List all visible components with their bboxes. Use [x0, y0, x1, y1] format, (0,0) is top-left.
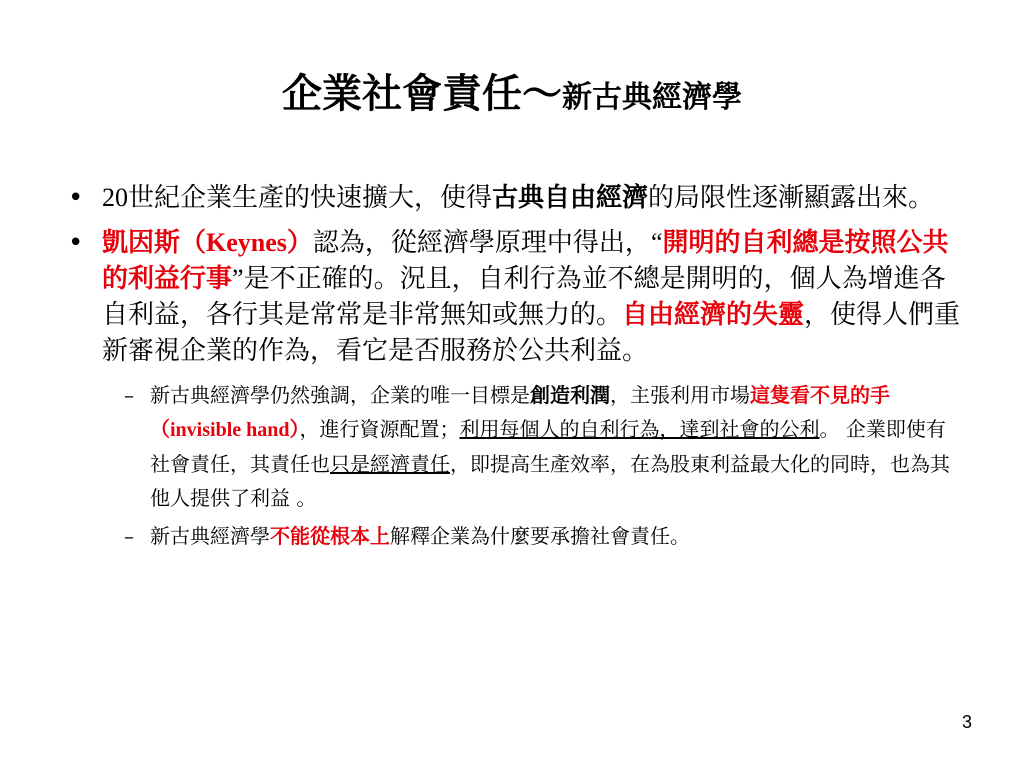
sub-bullet-item [124, 378, 964, 515]
sub-bullet-emphasis-red: 不能從根本上 [270, 524, 390, 548]
page-number: 3 [961, 712, 972, 732]
sub-bullet-underlined: 只是經濟責任 [330, 452, 450, 476]
sub-bullet-text: 解釋企業為什麼要承擔社會責任。 [390, 524, 690, 548]
quote-open: “ [650, 228, 663, 257]
sub-bullet-emphasis-red: ） [289, 417, 300, 441]
sub-bullet-text: 新古典經濟學仍然強調，企業的唯一目標是 [150, 383, 530, 407]
sub-bullet-text: ，進行資源配置； [299, 417, 460, 441]
bullet-emphasis-red: ） [286, 228, 313, 258]
sub-bullet-text: ，即提高生產效率，在為股東利益最大化的同時，也為其他人提供了利益 。 [150, 452, 950, 510]
sub-bullet-marker: – [124, 524, 134, 548]
slide-title [0, 70, 1024, 118]
bullet-emphasis: 古典自由經濟 [492, 183, 649, 213]
sub-bullet-text: ，主張利用市場 [610, 383, 750, 407]
sub-bullet-emphasis-red: 這隻看不見的手（ [150, 383, 890, 441]
bullet-text: ，使得人們重新審視企業的作為，看它是否服務於公共利益。 [102, 300, 961, 366]
bullet-text: 20 [102, 183, 128, 212]
sub-bullet-item [124, 519, 964, 553]
bullet-emphasis-red: Keynes [206, 228, 287, 257]
bullet-text: 的局限性逐漸顯露出來。 [648, 183, 935, 213]
title-sub: 新古典經濟學 [562, 80, 742, 115]
bullet-emphasis-red: 自由經濟的失靈 [622, 300, 805, 330]
bullet-emphasis-red: 凱因斯（ [102, 228, 207, 258]
title-main: 企業社會責任～ [282, 70, 562, 117]
sub-bullet-emphasis: 創造利潤 [530, 383, 610, 407]
sub-bullet-text: 新古典經濟學 [150, 524, 270, 548]
sub-bullet-text: 。 企業即使有社會責任，其責任也 [150, 417, 946, 476]
sub-bullet-marker: – [124, 383, 134, 407]
sub-bullet-emphasis-red: invisible hand [170, 419, 290, 441]
sub-bullet-underlined: 利用每個人的自利行為，達到社會的公利 [459, 417, 820, 441]
bullet-marker: • [68, 183, 84, 213]
slide-body [64, 180, 964, 553]
bullet-text: 世紀企業生產的快速擴大，使得 [128, 183, 493, 213]
bullet-emphasis-red: 開明的自利總是按照公共的利益行事 [102, 228, 949, 294]
bullet-item [64, 225, 964, 369]
bullet-text: 認為，從經濟學原理中得出， [312, 228, 651, 258]
bullet-marker: • [68, 228, 84, 258]
bullet-text: 是不正確的。況且，自利行為並不總是開明的，個人為增進各自利益，各行其是常常是非常無知或無力的。 [102, 264, 946, 330]
quote-close: ” [232, 264, 244, 293]
bullet-item [64, 180, 964, 216]
